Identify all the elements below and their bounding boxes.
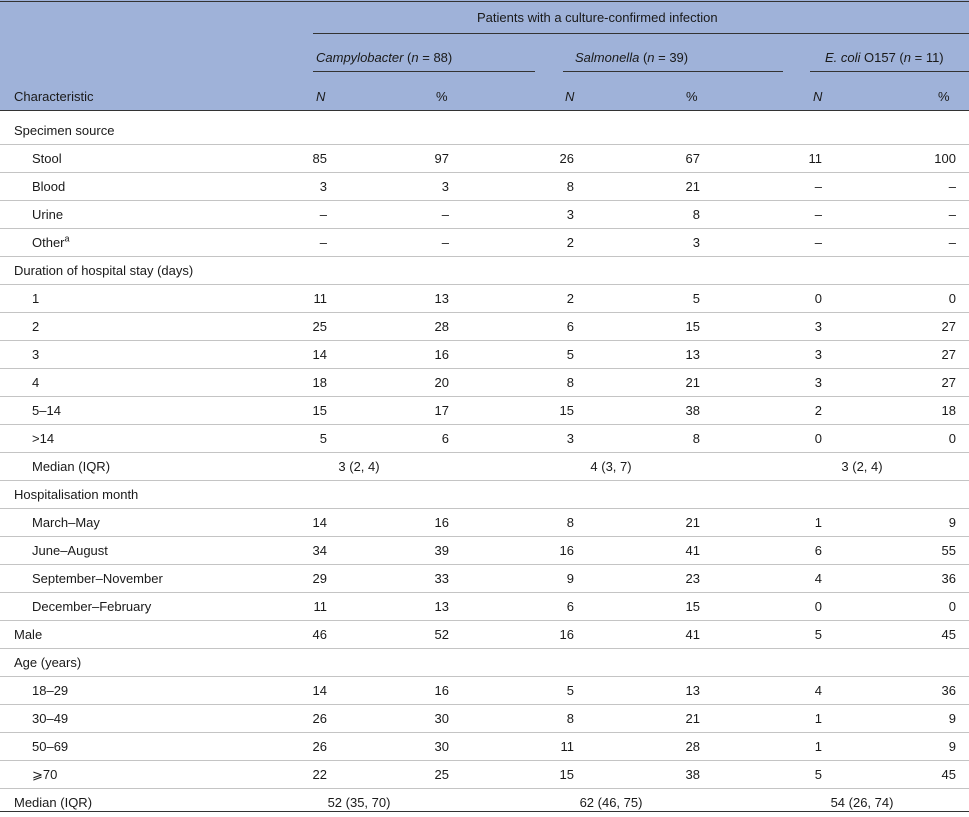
group-salmonella: Salmonella (n = 39) bbox=[575, 50, 689, 65]
row-label: >14 bbox=[32, 431, 55, 446]
row-label: Urine bbox=[32, 207, 64, 222]
table-row bbox=[0, 593, 969, 621]
row-label: Median (IQR) bbox=[32, 459, 111, 474]
percent-cell: 16 bbox=[434, 683, 449, 698]
count-cell: 6 bbox=[814, 543, 822, 558]
percent-cell: – bbox=[441, 235, 449, 250]
table-row bbox=[0, 509, 969, 537]
count-cell: 1 bbox=[814, 515, 822, 530]
group-rule-campylobacter bbox=[313, 71, 535, 72]
row-label: Median (IQR) bbox=[14, 795, 93, 810]
row-label: 30–49 bbox=[32, 711, 69, 726]
table-row bbox=[0, 621, 969, 649]
percent-cell: 25 bbox=[434, 767, 449, 782]
count-cell: 15 bbox=[559, 767, 574, 782]
count-cell: – bbox=[814, 235, 822, 250]
header-n-1: N bbox=[316, 89, 326, 104]
count-cell: 0 bbox=[814, 291, 822, 306]
count-cell: 8 bbox=[566, 711, 574, 726]
row-label: 18–29 bbox=[32, 683, 69, 698]
table-row bbox=[0, 705, 969, 733]
count-cell: 15 bbox=[559, 403, 574, 418]
section-row bbox=[0, 481, 969, 509]
header-characteristic: Characteristic bbox=[14, 89, 94, 104]
count-cell: 8 bbox=[566, 515, 574, 530]
percent-cell: 45 bbox=[941, 627, 956, 642]
percent-cell: 9 bbox=[948, 711, 956, 726]
percent-cell: 13 bbox=[434, 599, 449, 614]
percent-cell: 27 bbox=[941, 347, 956, 362]
count-cell: 6 bbox=[566, 599, 574, 614]
count-cell: 9 bbox=[566, 571, 574, 586]
table-row bbox=[0, 229, 969, 257]
percent-cell: 23 bbox=[685, 571, 700, 586]
section-label: Age (years) bbox=[14, 655, 82, 670]
row-label: 2 bbox=[32, 319, 40, 334]
percent-cell: 21 bbox=[685, 375, 700, 390]
count-cell: 5 bbox=[319, 431, 327, 446]
percent-cell: – bbox=[948, 179, 956, 194]
section-row bbox=[0, 649, 969, 677]
group-ecoli: E. coli O157 (n = 11) bbox=[825, 50, 944, 65]
count-cell: 0 bbox=[814, 431, 822, 446]
spanner-rule bbox=[313, 33, 969, 34]
row-label: Blood bbox=[32, 179, 66, 194]
count-cell: – bbox=[814, 207, 822, 222]
count-cell: 5 bbox=[566, 347, 574, 362]
count-cell: 26 bbox=[312, 739, 327, 754]
count-cell: 46 bbox=[312, 627, 327, 642]
median-cell: 4 (3, 7) bbox=[590, 459, 632, 474]
section-row bbox=[0, 257, 969, 285]
percent-cell: 27 bbox=[941, 375, 956, 390]
count-cell: – bbox=[319, 207, 327, 222]
row-label: Stool bbox=[32, 151, 62, 166]
row-label: 4 bbox=[32, 375, 40, 390]
median-cell: 54 (26, 74) bbox=[830, 795, 894, 810]
header-pct-1: % bbox=[436, 89, 448, 104]
count-cell: 2 bbox=[566, 235, 574, 250]
header-pct-3: % bbox=[938, 89, 950, 104]
percent-cell: 55 bbox=[941, 543, 956, 558]
percent-cell: 21 bbox=[685, 515, 700, 530]
median-cell: 52 (35, 70) bbox=[327, 795, 391, 810]
percent-cell: 0 bbox=[948, 291, 956, 306]
table-header bbox=[0, 0, 969, 111]
table-row bbox=[0, 369, 969, 397]
table-row bbox=[0, 285, 969, 313]
percent-cell: 16 bbox=[434, 347, 449, 362]
count-cell: 8 bbox=[566, 375, 574, 390]
median-cell: 3 (2, 4) bbox=[841, 459, 883, 474]
row-label: 3 bbox=[32, 347, 40, 362]
count-cell: 11 bbox=[560, 739, 574, 754]
percent-cell: 15 bbox=[685, 599, 700, 614]
count-cell: 14 bbox=[312, 515, 327, 530]
count-cell: 18 bbox=[312, 375, 327, 390]
count-cell: 26 bbox=[559, 151, 574, 166]
count-cell: 29 bbox=[312, 571, 327, 586]
count-cell: 2 bbox=[566, 291, 574, 306]
row-label: 1 bbox=[32, 291, 40, 306]
header-top-rule bbox=[0, 1, 969, 2]
header-bottom-rule bbox=[0, 110, 969, 111]
count-cell: 25 bbox=[312, 319, 327, 334]
count-cell: 16 bbox=[559, 543, 574, 558]
count-cell: 26 bbox=[312, 711, 327, 726]
percent-cell: 9 bbox=[948, 515, 956, 530]
percent-cell: 9 bbox=[948, 739, 956, 754]
percent-cell: 30 bbox=[434, 711, 449, 726]
header-n-3: N bbox=[813, 89, 823, 104]
count-cell: 5 bbox=[814, 767, 822, 782]
count-cell: 5 bbox=[814, 627, 822, 642]
percent-cell: 5 bbox=[692, 291, 700, 306]
median-cell: 62 (46, 75) bbox=[579, 795, 643, 810]
section-label: Specimen source bbox=[14, 123, 115, 138]
count-cell: 6 bbox=[566, 319, 574, 334]
percent-cell: 8 bbox=[692, 207, 700, 222]
percent-cell: 100 bbox=[934, 151, 956, 166]
percent-cell: 52 bbox=[434, 627, 449, 642]
table-row bbox=[0, 453, 969, 481]
footnote-marker: a bbox=[64, 233, 70, 244]
section-row bbox=[0, 117, 969, 145]
percent-cell: 8 bbox=[692, 431, 700, 446]
table-row bbox=[0, 761, 969, 789]
count-cell: 3 bbox=[319, 179, 327, 194]
percent-cell: 41 bbox=[685, 627, 700, 642]
header-spanner: Patients with a culture-confirmed infection bbox=[477, 10, 718, 25]
median-cell: 3 (2, 4) bbox=[338, 459, 380, 474]
count-cell: 1 bbox=[814, 739, 822, 754]
table-row bbox=[0, 341, 969, 369]
count-cell: 11 bbox=[313, 291, 327, 306]
row-label: June–August bbox=[32, 543, 108, 558]
header-pct-2: % bbox=[686, 89, 698, 104]
table-row bbox=[0, 677, 969, 705]
group-rule-ecoli bbox=[810, 71, 969, 72]
percent-cell: 39 bbox=[434, 543, 449, 558]
percent-cell: 13 bbox=[685, 347, 700, 362]
percent-cell: 21 bbox=[685, 711, 700, 726]
count-cell: 4 bbox=[814, 683, 822, 698]
group-rule-salmonella bbox=[563, 71, 783, 72]
header-n-2: N bbox=[565, 89, 575, 104]
percent-cell: 28 bbox=[434, 319, 449, 334]
table-row bbox=[0, 173, 969, 201]
percent-cell: 67 bbox=[685, 151, 700, 166]
count-cell: 3 bbox=[814, 319, 822, 334]
table-row bbox=[0, 733, 969, 761]
count-cell: 3 bbox=[814, 347, 822, 362]
percent-cell: 33 bbox=[434, 571, 449, 586]
count-cell: 11 bbox=[313, 599, 327, 614]
percent-cell: – bbox=[441, 207, 449, 222]
count-cell: 3 bbox=[566, 431, 574, 446]
section-label: Duration of hospital stay (days) bbox=[14, 263, 194, 278]
percent-cell: 97 bbox=[434, 151, 449, 166]
percent-cell: 41 bbox=[685, 543, 700, 558]
table-row bbox=[0, 537, 969, 565]
row-label: Male bbox=[14, 627, 43, 642]
table-row bbox=[0, 789, 969, 817]
count-cell: 3 bbox=[814, 375, 822, 390]
table-row bbox=[0, 145, 969, 173]
table-row bbox=[0, 565, 969, 593]
row-label: December–February bbox=[32, 599, 152, 614]
table-row bbox=[0, 425, 969, 453]
count-cell: 0 bbox=[814, 599, 822, 614]
count-cell: 5 bbox=[566, 683, 574, 698]
percent-cell: 30 bbox=[434, 739, 449, 754]
percent-cell: 3 bbox=[441, 179, 449, 194]
percent-cell: 13 bbox=[685, 683, 700, 698]
percent-cell: 15 bbox=[685, 319, 700, 334]
row-label: March–May bbox=[32, 515, 100, 530]
row-label: Other$^a$ bbox=[32, 233, 70, 250]
percent-cell: 17 bbox=[434, 403, 449, 418]
row-label: 5–14 bbox=[32, 403, 61, 418]
count-cell: 15 bbox=[312, 403, 327, 418]
group-campylobacter: Campylobacter (n = 88) bbox=[316, 50, 453, 65]
count-cell: 14 bbox=[312, 683, 327, 698]
count-cell: 11 bbox=[808, 151, 822, 166]
percent-cell: 20 bbox=[434, 375, 449, 390]
percent-cell: 38 bbox=[685, 403, 700, 418]
table-row bbox=[0, 201, 969, 229]
percent-cell: 27 bbox=[941, 319, 956, 334]
count-cell: – bbox=[814, 179, 822, 194]
percent-cell: 3 bbox=[692, 235, 700, 250]
count-cell: 8 bbox=[566, 179, 574, 194]
count-cell: 3 bbox=[566, 207, 574, 222]
table-row bbox=[0, 313, 969, 341]
percent-cell: 0 bbox=[948, 599, 956, 614]
percent-cell: 36 bbox=[941, 683, 956, 698]
percent-cell: 18 bbox=[941, 403, 956, 418]
count-cell: 2 bbox=[814, 403, 822, 418]
count-cell: 22 bbox=[312, 767, 327, 782]
percent-cell: – bbox=[948, 235, 956, 250]
row-label: September–November bbox=[32, 571, 163, 586]
table-row bbox=[0, 397, 969, 425]
percent-cell: 13 bbox=[434, 291, 449, 306]
percent-cell: 0 bbox=[948, 431, 956, 446]
percent-cell: 36 bbox=[941, 571, 956, 586]
percent-cell: 16 bbox=[434, 515, 449, 530]
count-cell: 16 bbox=[559, 627, 574, 642]
count-cell: 4 bbox=[814, 571, 822, 586]
percent-cell: 38 bbox=[685, 767, 700, 782]
percent-cell: 28 bbox=[685, 739, 700, 754]
row-label: ⩾70 bbox=[32, 767, 58, 782]
percent-cell: 45 bbox=[941, 767, 956, 782]
count-cell: 85 bbox=[312, 151, 327, 166]
count-cell: 34 bbox=[312, 543, 327, 558]
percent-cell: – bbox=[948, 207, 956, 222]
row-label: 50–69 bbox=[32, 739, 69, 754]
count-cell: – bbox=[319, 235, 327, 250]
count-cell: 1 bbox=[814, 711, 822, 726]
count-cell: 14 bbox=[312, 347, 327, 362]
percent-cell: 6 bbox=[441, 431, 449, 446]
percent-cell: 21 bbox=[685, 179, 700, 194]
section-label: Hospitalisation month bbox=[14, 487, 139, 502]
